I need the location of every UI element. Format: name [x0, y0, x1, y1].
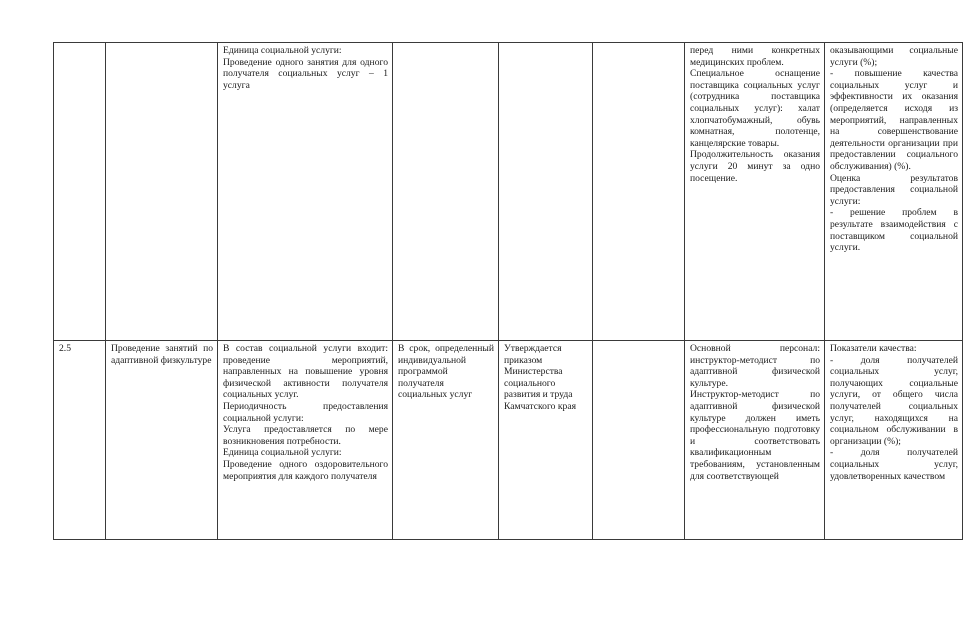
- unit-text: Проведение одного оздоровительного мероприятия для каждого получателя: [223, 458, 388, 482]
- cell-term: В срок, определенный индивидуальной программой получателя социальных услуг: [393, 341, 499, 540]
- quality-text-1: оказывающими социальные услуги (%);: [830, 45, 958, 68]
- equipment-text: Специальное оснащение поставщика социальных услуг (сотрудника поставщика социальных услуг): халат хлопчатобумажный, обувь комнатная, полотенце, канцелярские товары.: [690, 68, 820, 149]
- cell-number: 2.5: [54, 341, 106, 540]
- staff-text: Основной персонал: инструктор-методист по адаптивной физической культуре.: [690, 343, 820, 389]
- unit-text: Проведение одного занятия для одного получателя социальных услуг – 1 услуга: [223, 56, 388, 91]
- staff-requirements-text: Инструктор-методист по адаптивной физической культуре должен иметь профессиональную подготовку и соответствовать квалификационным требованиям, установленным для соответствующей: [690, 389, 820, 482]
- cell-number: [54, 43, 106, 341]
- unit-heading: Единица социальной услуги:: [223, 45, 342, 56]
- cell-empty: [593, 341, 685, 540]
- cell-tariff: Утверждается приказом Министерства социального развития и труда Камчатского края: [499, 341, 593, 540]
- quality-text-2: - доля получателей социальных услуг, удовлетворенных качеством: [830, 447, 958, 482]
- cell-description: [218, 43, 393, 341]
- unit-heading: Единица социальной услуги:: [223, 447, 342, 459]
- quality-text-1: - доля получателей социальных услуг, получающих социальные услуги, от общего числа получателей социальных услуг, находящихся на социальном обслуживании в организации (%);: [830, 354, 958, 447]
- cell-quality: [825, 43, 963, 341]
- cell-tariff: [499, 43, 593, 341]
- cell-service-name: Проведение занятий по адаптивной физкультуре: [106, 341, 218, 540]
- table-row: [54, 43, 963, 341]
- cell-empty: [593, 43, 685, 341]
- conditions-text: перед ними конкретных медицинских проблем.: [690, 45, 820, 68]
- cell-description: [218, 341, 393, 540]
- result-text: - решение проблем в результате взаимодействия с поставщиком социальной услуги.: [830, 207, 958, 254]
- result-heading: Оценка результатов предоставления социальной услуги:: [830, 172, 958, 207]
- services-table: [53, 42, 963, 540]
- periodicity-heading: Периодичность предоставления социальной услуги:: [223, 400, 388, 424]
- cell-service-name: [106, 43, 218, 341]
- cell-conditions: [685, 341, 825, 540]
- composition-text: В состав социальной услуги входит: проведение мероприятий, направленных на повышение уровня физической активности получателя социальных услуг.: [223, 343, 388, 401]
- cell-conditions: [685, 43, 825, 341]
- cell-term: [393, 43, 499, 341]
- duration-text: Продолжительность оказания услуги 20 минут за одно посещение.: [690, 149, 820, 184]
- cell-quality: [825, 341, 963, 540]
- quality-heading: Показатели качества:: [830, 343, 917, 354]
- periodicity-text: Услуга предоставляется по мере возникновения потребности.: [223, 424, 388, 447]
- table-row: [54, 341, 963, 540]
- quality-text-2: - повышение качества социальных услуг и эффективности их оказания (определяется исходя из мероприятий, направленных на совершенствование деятельности организации при предоставлении социального обслуживания) (%).: [830, 68, 958, 172]
